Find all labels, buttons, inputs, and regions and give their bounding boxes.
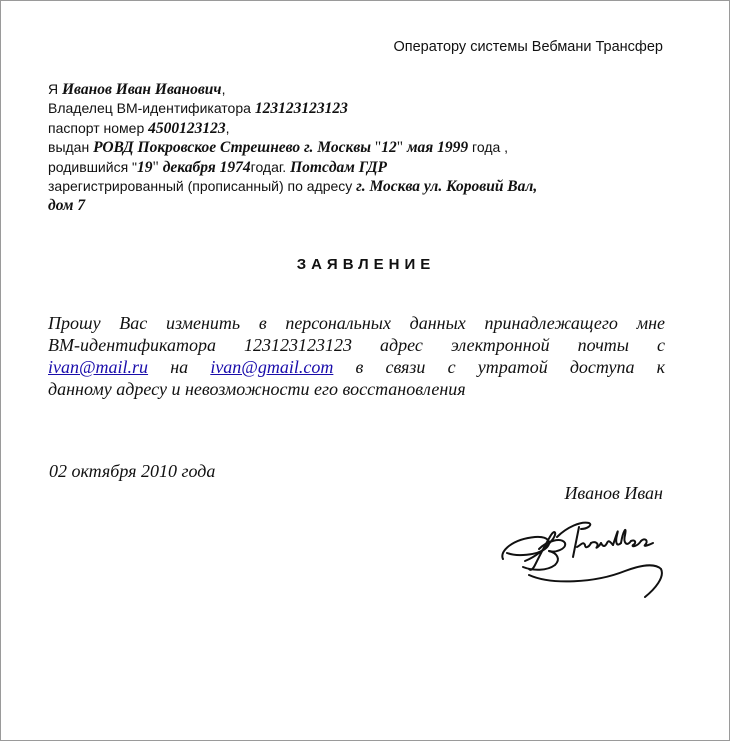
passport-issuer: РОВД Покровское Стрешнево г. Москвы: [93, 139, 372, 157]
signer-name: Иванов Иван: [564, 483, 663, 503]
text-fragment: Владелец ВМ-идентификатора: [48, 100, 255, 117]
text-fragment: ,: [225, 119, 230, 136]
text-fragment: ": [396, 139, 407, 157]
text-fragment: ": [152, 158, 163, 176]
text-fragment: годаг.: [250, 158, 291, 175]
applicant-block: [48, 80, 668, 216]
signature-image: [495, 513, 667, 605]
request-line-4: данному адресу и невозможности его восстановления: [48, 379, 466, 399]
text-fragment: паспорт номер: [48, 119, 149, 136]
birth-place: Потсдам ГДР: [290, 158, 388, 176]
request-paragraph: [48, 312, 665, 400]
new-email-link[interactable]: ivan@gmail.com: [210, 357, 334, 377]
text-fragment: зарегистрированный (прописанный) по адресу: [48, 178, 357, 195]
address-line-2: [48, 196, 668, 215]
birth-month: декабря: [162, 158, 220, 176]
request-line-1: Прошу Вас изменить в персональных данных принадлежащего мне: [48, 313, 665, 333]
old-email-link[interactable]: ivan@mail.ru: [48, 357, 149, 377]
birth-day: 19: [137, 158, 153, 176]
request-line-2: ВМ-идентификатора 123123123123 адрес электронной почты с: [48, 335, 665, 355]
address-line: [48, 177, 668, 196]
request-line-3: [48, 356, 665, 378]
birth-line: [48, 158, 668, 177]
issue-day: 12: [381, 139, 397, 157]
passport-number: 4500123123: [148, 119, 226, 137]
passport-line: [48, 119, 668, 138]
document-date: 02 октября 2010 года: [49, 461, 216, 481]
text-fragment: выдан: [48, 139, 94, 156]
request-line-3-text: в связи с утратой доступа к: [355, 357, 666, 377]
to-word: на: [170, 357, 189, 377]
issued-line: [48, 138, 668, 157]
text-fragment: ,: [221, 81, 226, 97]
text-fragment: ": [371, 139, 382, 157]
text-fragment: Я: [48, 81, 62, 97]
issue-year: 1999: [437, 139, 469, 157]
addressee: Оператору системы Вебмани Трансфер: [393, 39, 663, 55]
document-heading: ЗАЯВЛЕНИЕ: [296, 256, 436, 273]
wmid-line: [48, 99, 668, 118]
applicant-name: Иванов Иван Иванович: [62, 81, 222, 98]
issue-month: мая: [406, 139, 438, 157]
applicant-name-line: [48, 80, 668, 99]
address-street: г. Москва ул. Коровий Вал,: [356, 178, 538, 196]
text-fragment: года ,: [468, 139, 509, 156]
birth-year: 1974: [219, 158, 251, 176]
address-house: дом 7: [48, 197, 86, 215]
text-fragment: родившийся ": [48, 158, 138, 175]
wmid-value: 123123123123: [254, 100, 348, 118]
